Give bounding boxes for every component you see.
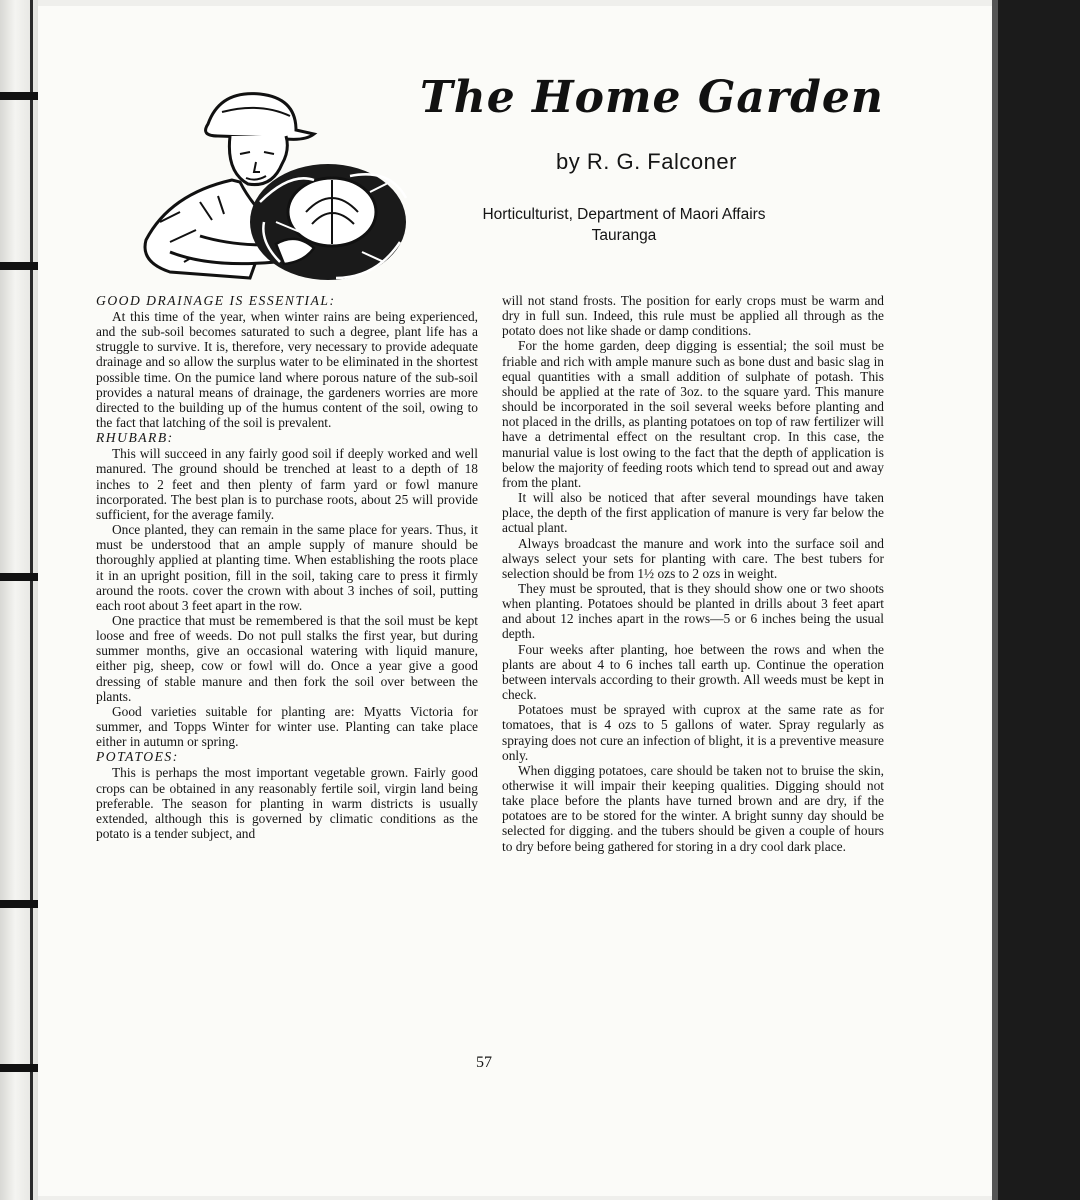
binding-mark — [0, 900, 38, 908]
left-text-column — [96, 293, 478, 841]
section-heading: POTATOES: — [96, 749, 179, 765]
binding-mark — [0, 92, 38, 100]
body-paragraph: This is perhaps the most important vegetable grown. Fairly good crops can be obtained in any reasonably fertile soil, virgin land being preferable. The season for planting in warm districts is usually extended, although this is governed by climatic conditions as the potato is a tender subject, and — [96, 765, 478, 841]
body-paragraph: For the home garden, deep digging is essential; the soil must be friable and rich with ample manure such as bone dust and basic slag in equal quantities with a small addition of sulphate of potash. This should be applied at the rate of 3oz. to the square yard. This manure should be incorporated in the soil several weeks before planting and not placed in the drills, as planting potatoes on top of raw fertilizer will have a detrimental effect on the resultant crop. In this case, the manurial value is lost owing to the fact that the depth of application is below the majority of feeding roots which tend to spread out and away from the plant. — [502, 338, 884, 490]
article-byline: by R. G. Falconer — [556, 149, 737, 174]
page-number: 57 — [476, 1054, 492, 1071]
body-paragraph: It will also be noticed that after several moundings have taken place, the depth of the first application of manure is very far below the actual plant. — [502, 490, 884, 536]
body-paragraph: They must be sprouted, that is they should show one or two shoots when planting. Potatoes should be planted in drills about 3 feet apart and about 12 inches apart in the rows—5 or 6 inches being the usual depth. — [502, 580, 884, 642]
body-paragraph: Once planted, they can remain in the same place for years. Thus, it must be understood that an ample supply of manure should be thoroughly applied at planting time. When establishing the roots place it in an upright position, fill in the soil, taking care to press it firmly around the roots. cover the crown with about 3 inches of soil, putting each root about 3 feet apart in the row. — [96, 522, 478, 613]
author-affiliation — [422, 204, 826, 246]
section-heading: RHUBARB: — [96, 430, 174, 446]
document-page — [38, 6, 992, 1196]
article-title: The Home Garden — [420, 72, 884, 123]
body-paragraph: Four weeks after planting, hoe between the rows and when the plants are about 4 to 6 inches tall earth up. Continue the operation between intervals according to their growth. All weeds must be kept in check. — [502, 641, 884, 703]
body-paragraph: Good varieties suitable for planting are: Myatts Victoria for summer, and Topps Winter for winter use. Planting can take place either in autumn or spring. — [96, 703, 478, 750]
body-paragraph: When digging potatoes, care should be taken not to bruise the skin, otherwise it will impair their keeping qualities. Digging should not take place before the plants have turned brown and are dry, if the potatoes are to be stored for the winter. A bright sunny day should be selected for digging. and the tubers should be given a couple of hours to dry before being gathered for storing in a dry cool dark place. — [502, 762, 884, 854]
body-paragraph: Always broadcast the manure and work into the surface soil and always select your sets for planting with care. The best tubers for selection should be from 1½ ozs to 2 ozs in weight. — [502, 535, 884, 581]
body-paragraph: At this time of the year, when winter rains are being experienced, and the sub-soil becomes saturated to such a degree, plant life has a struggle to survive. It is, therefore, very necessary to provide adequate drainage and so allow the surplus water to be eliminated in the shortest possible time. On the pumice land where porous nature of the sub-soil provides a natural means of drainage, the gardeners worries are more directed to the building up of the humus content of the soil, owing to the fact that latching of the soil is prevalent. — [96, 309, 478, 431]
affiliation-line: Horticulturist, Department of Maori Affairs — [482, 206, 766, 223]
affiliation-line: Tauranga — [591, 227, 657, 244]
binding-edge — [30, 0, 33, 1200]
binding-mark — [0, 1064, 38, 1072]
body-paragraph: Potatoes must be sprayed with cuprox at the same rate as for tomatoes, that is 4 ozs to 5 gallons of water. Spray regularly as spraying does not cure an infection of blight, it is a preventive measure only. — [502, 702, 884, 763]
section-heading: GOOD DRAINAGE IS ESSENTIAL: — [96, 293, 336, 308]
binding-mark — [0, 262, 38, 270]
body-paragraph: This will succeed in any fairly good soil if deeply worked and well manured. The ground should be trenched at least to a depth of 18 inches to 2 feet and then plenty of farm yard or fowl manure incorporated. The best plan is to purchase roots, about 25 will provide sufficient, for the average family. — [96, 446, 478, 522]
binding-mark — [0, 573, 38, 581]
gardener-with-cabbage-icon — [100, 72, 420, 282]
body-paragraph: will not stand frosts. The position for early crops must be warm and dry in full sun. Indeed, this rule must be applied all through as the potato does not like shade or damp conditions. — [502, 293, 884, 339]
right-text-column — [502, 293, 884, 854]
scan-right-border — [992, 0, 1080, 1200]
body-paragraph: One practice that must be remembered is that the soil must be kept loose and free of weeds. Do not pull stalks the first year, but during summer months, give an occasional watering with liquid manure, either pig, sheep, cow or fowl will do. Once a year give a good dressing of stable manure and then fork the soil over between the plants. — [96, 612, 478, 704]
